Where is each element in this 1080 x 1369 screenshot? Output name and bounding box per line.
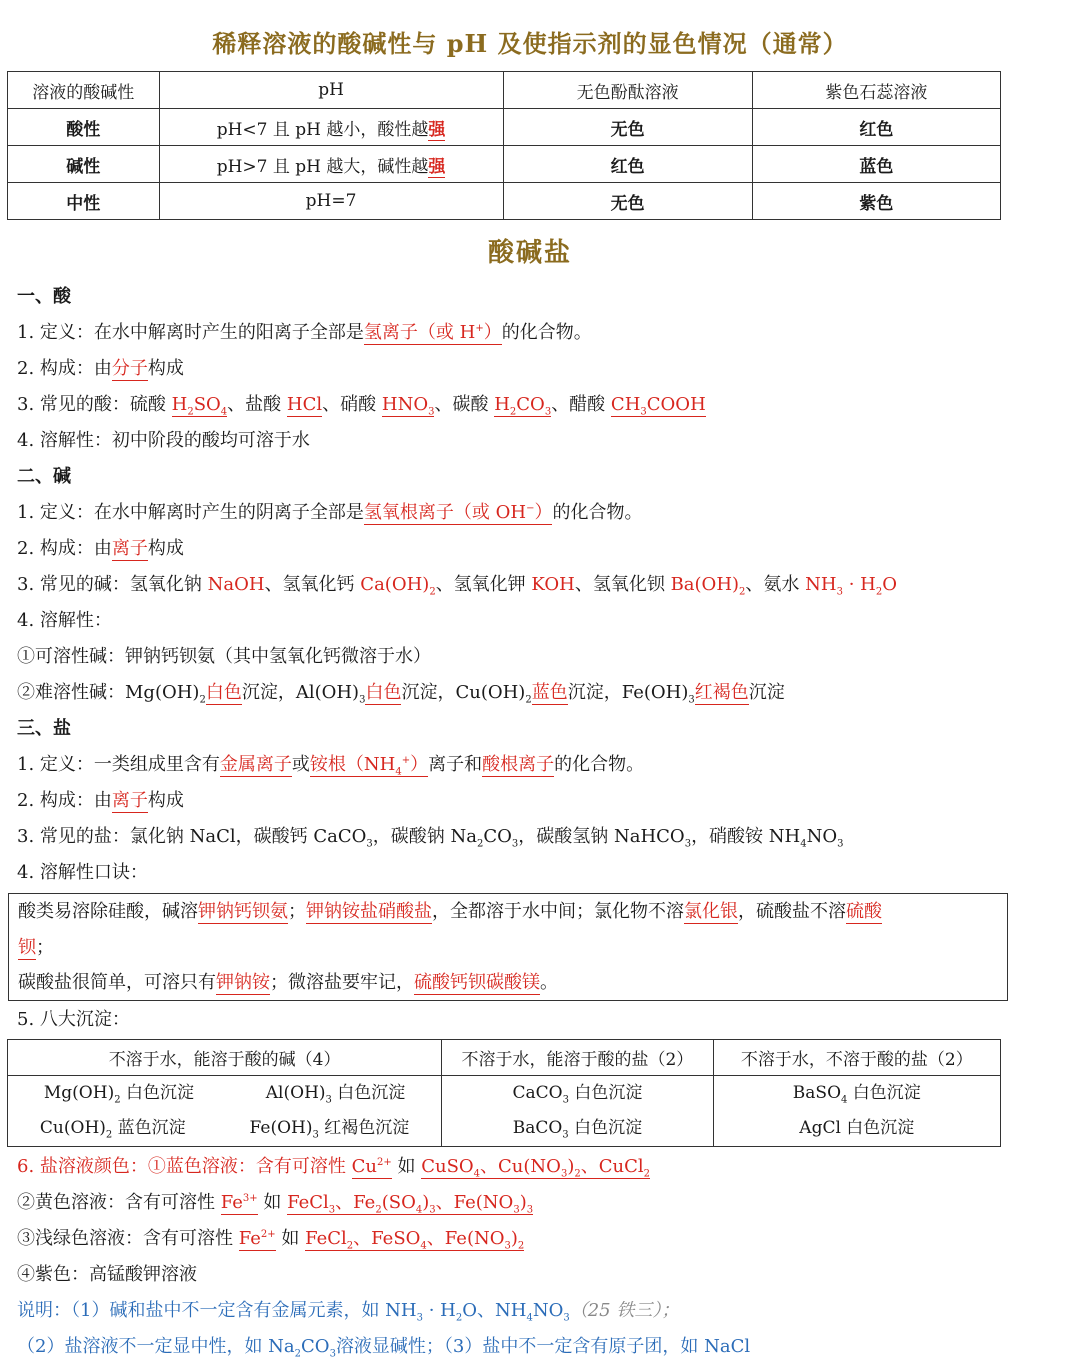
formula-baoh2: $Ba(OH)_2$ — [670, 574, 746, 598]
precip-cell-bases: $Mg(OH)_2$ 白色沉淀 $Al(OH)_3$ 白色沉淀 $Cu(OH)_2$ 蓝色沉淀 $Fe(OH)_3$ 红褐色沉淀 — [8, 1076, 442, 1147]
acid-def-keyword: 氢离子（或 H+） — [363, 322, 502, 343]
formula-naoh: NaOH — [207, 574, 265, 595]
cell-phenolphthalein: 无色 — [503, 109, 752, 146]
page-title: 稀释溶液的酸碱性与 pH 及使指示剂的显色情况（通常） — [212, 29, 848, 58]
precip-header: 不溶于水，能溶于酸的碱（4） — [8, 1040, 442, 1076]
cell-nature: 中性 — [8, 183, 160, 220]
base-struct-keyword: 离子 — [111, 538, 148, 559]
color-purple: ④紫色：高锰酸钾溶液 — [17, 1264, 197, 1285]
formula-ch3cooh: $CH_3COOH$ — [610, 394, 706, 418]
acid-definition: 1. 定义：在水中解离时产生的阳离子全部是氢离子（或 H+）的化合物。 — [17, 322, 592, 343]
base-soluble: ①可溶性碱：钾钠钙钡氨（其中氢氧化钙微溶于水） — [17, 646, 431, 667]
ph-strong: 强 — [428, 119, 446, 140]
salt-definition: 1. 定义：一类组成里含有金属离子或铵根$(NH_4^+)$离子和酸根离子的化合物。 — [17, 754, 645, 778]
base-heading: 二、碱 — [17, 466, 71, 487]
acid-common: 3. 常见的酸：硫酸 $H_2SO_4$、盐酸 HCl、硝酸 $HNO_3$、碳酸 $H_2CO_3$、醋酸 $CH_3COOH$ — [17, 394, 706, 418]
formula-h2so4: $H_2SO_4$ — [171, 394, 228, 418]
table-header-row — [8, 1040, 1001, 1076]
ph-text: pH<7 且 pH 越小，酸性越 — [216, 119, 429, 140]
color-light-green: ③浅绿色溶液：含有可溶性 $Fe^{2+}$ 如 FeCl$_2$、FeSO$_4$、$Fe(NO_3)_2$ — [17, 1228, 525, 1252]
salt-solubility: 4. 溶解性口诀： — [17, 862, 148, 883]
note-line-1: 说明：（1）碱和盐中不一定含有金属元素，如 $NH_3 \cdot H_2O$、$NH_4NO_3(25$ 铁三）； — [17, 1300, 680, 1324]
header-nature: 溶液的酸碱性 — [8, 72, 160, 109]
formula-nh3h2o: $NH_3 \cdot H_2O$ — [805, 574, 897, 598]
color-yellow: ②黄色溶液：含有可溶性 $Fe^{3+}$ 如 FeCl$_3$、$Fe_2(SO_4)_3$、$Fe(NO_3)_3$ — [17, 1192, 534, 1216]
base-definition: 1. 定义：在水中解离时产生的阴离子全部是氢氧根离子（或 OH−）的化合物。 — [17, 502, 643, 523]
precip-cell-acid-soluble-salts: CaCO$_3$ 白色沉淀 BaCO$_3$ 白色沉淀 — [442, 1076, 713, 1147]
base-structure: 2. 构成：由离子构成 — [17, 538, 184, 559]
header-ph: pH — [159, 72, 503, 109]
mnemonic-line: 钡； — [18, 937, 54, 958]
base-common: 3. 常见的碱：氢氧化钠 NaOH、氢氧化钙 $Ca(OH)_2$、氢氧化钾 KOH、氢氧化钡 $Ba(OH)_2$、氨水 $NH_3 \cdot H_2O$ — [17, 574, 897, 598]
formula-hcl: HCl — [286, 394, 323, 415]
precipitate-table — [7, 1039, 1001, 1147]
precip-header: 不溶于水，能溶于酸的盐（2） — [442, 1040, 713, 1076]
cell-ph — [159, 109, 503, 146]
formula-hno3: $HNO_3$ — [381, 394, 435, 418]
acid-solubility: 4. 溶解性：初中阶段的酸均可溶于水 — [17, 430, 310, 451]
formula-caoh2: $Ca(OH)_2$ — [360, 574, 436, 598]
formula-h2co3: $H_2CO_3$ — [494, 394, 552, 418]
cell-nature: 碱性 — [8, 146, 160, 183]
header-phenolphthalein: 无色酚酞溶液 — [503, 72, 752, 109]
cell-litmus: 红色 — [752, 109, 1000, 146]
note-source: （25 铁三）； — [569, 1300, 680, 1321]
ph-text: pH=7 — [305, 191, 357, 211]
salt-common: 3. 常见的盐：氯化钠 NaCl，碳酸钙 CaCO$_3$，碳酸钠 $Na_2CO_3$，碳酸氢钠 NaHCO$_3$，硝酸铵 $NH_4NO_3$ — [17, 826, 844, 850]
acid-struct-keyword: 分子 — [111, 358, 148, 379]
note-line-2: （2）盐溶液不一定显中性，如 $Na_2CO_3$溶液显碱性；（3）盐中不一定含有原子团，如 NaCl — [17, 1336, 751, 1360]
table-row — [8, 1076, 1001, 1147]
precip-header: 不溶于水，不溶于酸的盐（2） — [713, 1040, 1000, 1076]
ph-indicator-table — [7, 71, 1001, 220]
ph-strong: 强 — [428, 156, 446, 177]
base-insoluble: ②难溶性碱：$Mg(OH)_2$白色沉淀，$Al(OH)_3$白色沉淀，$Cu(OH)_2$蓝色沉淀，$Fe(OH)_3$红褐色沉淀 — [17, 682, 785, 706]
cell-litmus: 蓝色 — [752, 146, 1000, 183]
base-solubility: 4. 溶解性： — [17, 610, 112, 631]
section-title: 酸碱盐 — [487, 238, 572, 268]
precip-heading: 5. 八大沉淀： — [17, 1009, 130, 1030]
base-def-keyword: 氢氧根离子（或 OH−） — [363, 502, 553, 523]
cell-phenolphthalein: 红色 — [503, 146, 752, 183]
cell-ph — [159, 183, 503, 220]
mnemonic-line: 碳酸盐很简单，可溶只有钾钠铵；微溶盐要牢记，硫酸钙钡碳酸镁。 — [18, 972, 558, 993]
salt-struct-keyword: 离子 — [111, 790, 148, 811]
acid-heading: 一、酸 — [17, 286, 71, 307]
mnemonic-line: 酸类易溶除硅酸，碱溶钾钠钙钡氨；钾钠铵盐硝酸盐，全都溶于水中间；氯化物不溶氯化银，硫酸盐不溶硫酸 — [18, 901, 882, 922]
ph-text: pH>7 且 pH 越大，碱性越 — [216, 156, 429, 177]
salt-structure: 2. 构成：由离子构成 — [17, 790, 184, 811]
cell-nature: 酸性 — [8, 109, 160, 146]
table-row — [8, 146, 1001, 183]
table-row — [8, 109, 1001, 146]
formula-koh: KOH — [531, 574, 575, 595]
cell-litmus: 紫色 — [752, 183, 1000, 220]
mnemonic-box — [8, 893, 1008, 1001]
precip-cell-acid-insoluble-salts: BaSO$_4$ 白色沉淀 AgCl 白色沉淀 — [713, 1076, 1000, 1147]
table-row — [8, 183, 1001, 220]
table-header-row — [8, 72, 1001, 109]
header-litmus: 紫色石蕊溶液 — [752, 72, 1000, 109]
color-blue: 6. 盐溶液颜色：①蓝色溶液：含有可溶性 $Cu^{2+}$ 如 CuSO$_4$、$Cu(NO_3)_2$、CuCl$_2$ — [17, 1156, 650, 1180]
cell-ph — [159, 146, 503, 183]
acid-structure: 2. 构成：由分子构成 — [17, 358, 184, 379]
salt-heading: 三、盐 — [17, 718, 71, 739]
cell-phenolphthalein: 无色 — [503, 183, 752, 220]
